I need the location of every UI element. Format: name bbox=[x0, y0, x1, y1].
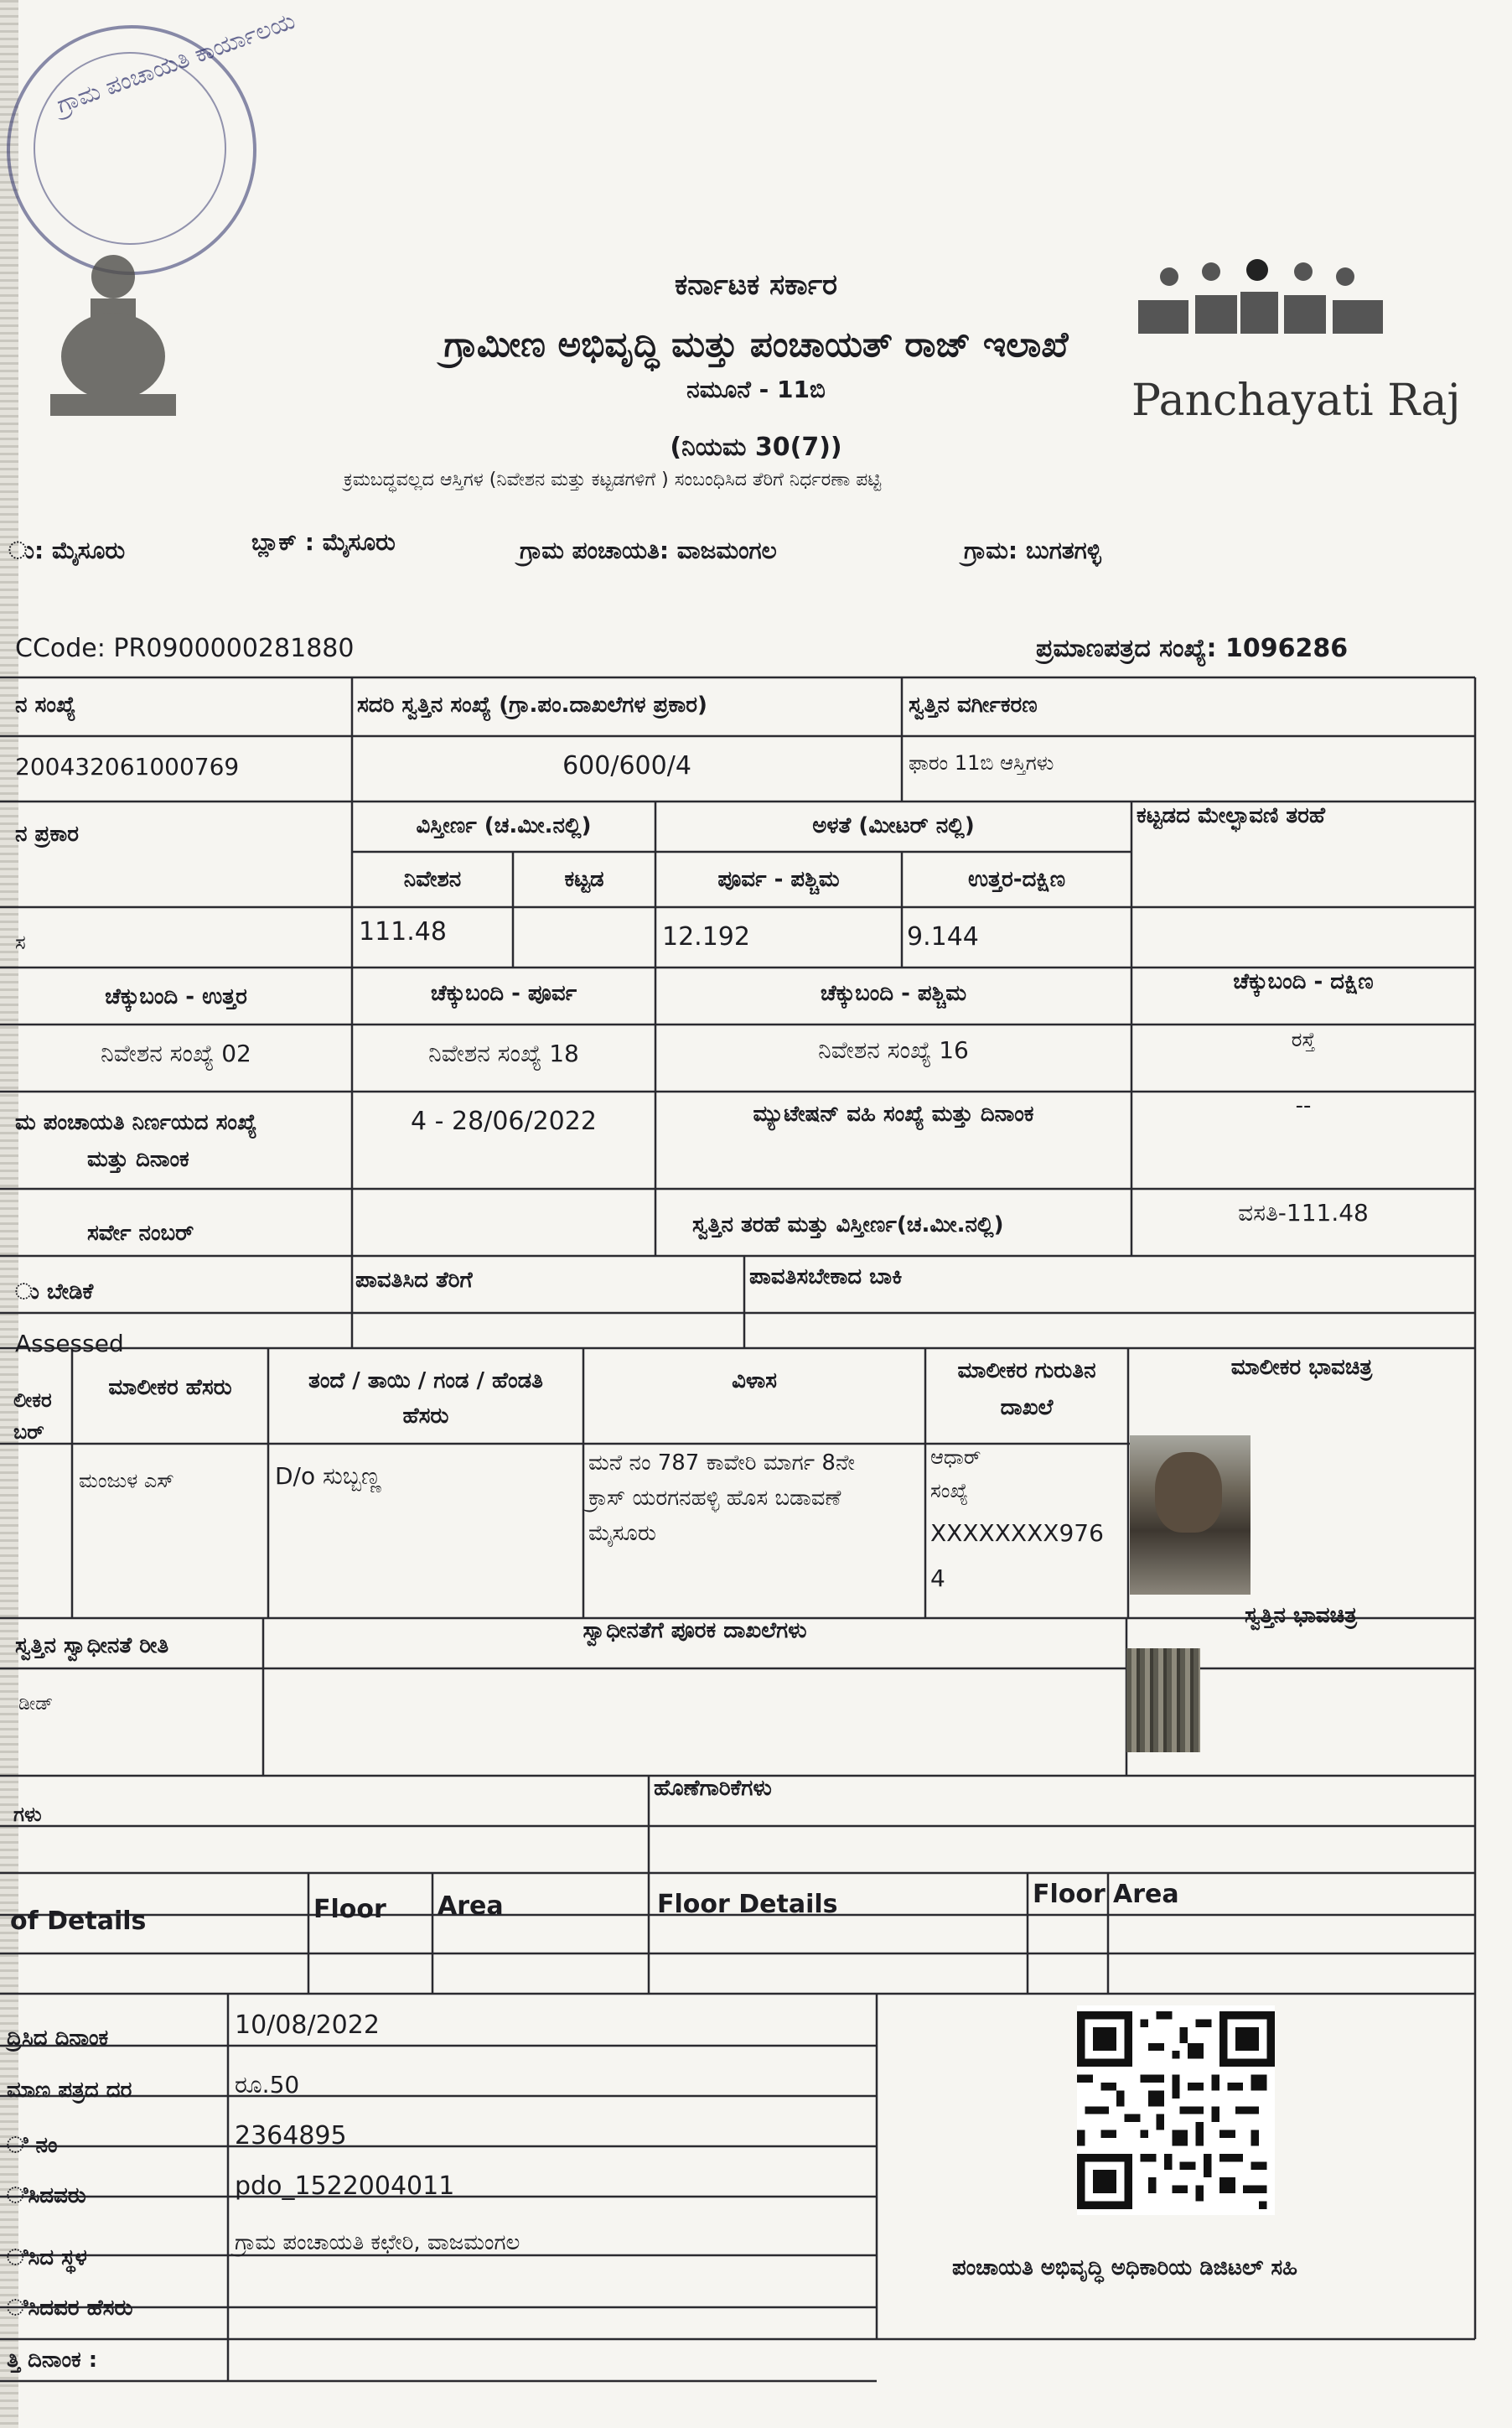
assets-label: ಗಳು bbox=[13, 1803, 42, 1826]
issue-date-label: ದ್ರಿಸಿದ ದಿನಾಂಕ bbox=[7, 2026, 109, 2051]
form-number: ನಮೂನೆ - 11ಬಿ bbox=[686, 376, 826, 403]
seal-text: ಗ್ರಾಮ ಪಂಚಾಯತಿ ಕಾರ್ಯಾಲಯ bbox=[53, 6, 299, 119]
qr-code-icon bbox=[1077, 2005, 1275, 2215]
fee-label: ಮಾಣ ಪತ್ರದ ದರ bbox=[7, 2078, 132, 2103]
floor-details-left-label: of Details bbox=[10, 1907, 147, 1936]
property-photo-label: ಸ್ವತ್ತಿನ ಭಾವಚಿತ್ರ bbox=[1245, 1603, 1357, 1628]
classification-label: ಸ್ವತ್ತಿನ ವರ್ಗೀಕರಣ bbox=[909, 693, 1038, 718]
issue-date: 10/08/2022 bbox=[235, 2010, 380, 2040]
block: ಬ್ಲಾಕ್ : ಮೈಸೂರು bbox=[251, 528, 396, 556]
form-subtitle: ಕ್ರಮಬದ್ಧವಲ್ಲದ ಆಸ್ತಿಗಳ (ನಿವೇಶನ ಮತ್ತು ಕಟ್ಟಡಗಳಿಗೆ ) ಸಂಬಂಧಿಸಿದ ತೆರಿಗೆ ನಿರ್ಧರಣಾ ಪಟ್ಟಿ bbox=[344, 470, 882, 490]
property-type-area-label: ಸ್ವತ್ತಿನ ತರಹೆ ಮತ್ತು ವಿಸ್ತೀರ್ಣ(ಚ.ಮೀ.ನಲ್ಲಿ) bbox=[692, 1212, 1004, 1237]
area-label: ವಿಸ್ತೀರ್ಣ (ಚ.ಮೀ.ನಲ್ಲಿ) bbox=[416, 813, 592, 838]
floor-left-label: Floor bbox=[313, 1895, 386, 1924]
property-id-label: ನ ಸಂಖ್ಯೆ bbox=[15, 693, 76, 718]
mutation-value: -- bbox=[1295, 1093, 1312, 1118]
east-boundary-label: ಚೆಕ್ಕುಬಂದಿ - ಪೂರ್ವ bbox=[430, 981, 577, 1006]
row-label: ಸ bbox=[15, 931, 26, 954]
resolution-label-1: ಮ ಪಂಚಾಯತಿ ನಿರ್ಣಯದ ಸಂಖ್ಯೆ bbox=[15, 1110, 257, 1135]
area-left-label: Area bbox=[438, 1891, 504, 1921]
fee: ರೂ.50 bbox=[235, 2071, 300, 2099]
size-label: ಅಳತೆ (ಮೀಟರ್ ನಲ್ಲಿ) bbox=[812, 813, 975, 838]
owner-name-label: ಮಾಲೀಕರ ಹೆಸರು bbox=[108, 1375, 232, 1400]
east-boundary: ನಿವೇಶನ ಸಂಖ್ಯೆ 18 bbox=[428, 1040, 579, 1067]
north-boundary-label: ಚೆಕ್ಕುಬಂದಿ - ಉತ್ತರ bbox=[105, 984, 247, 1009]
property-id: 200432061000769 bbox=[15, 753, 240, 781]
address-line-3: ಮೈಸೂರು bbox=[588, 1521, 656, 1546]
survey-label: ಸರ್ವೇ ನಂಬರ್ bbox=[87, 1221, 194, 1246]
receipt-label: ಿ ನಂ bbox=[7, 2133, 58, 2158]
owner-face bbox=[1155, 1452, 1222, 1533]
issuer-name-label: ಿಸಿದವರ ಹೆಸರು bbox=[7, 2296, 133, 2321]
ownership-mode: ಡೀಡ್ bbox=[18, 1694, 54, 1715]
address-label: ವಿಳಾಸ bbox=[732, 1368, 777, 1393]
issued-by: pdo_1522004011 bbox=[235, 2171, 455, 2201]
issued-by-label: ಿಸಿದವರು bbox=[7, 2183, 86, 2208]
village: ಗ್ರಾಮ: ಬುಗತಗಳ್ಳಿ bbox=[964, 537, 1101, 564]
issue-place-label: ಿಸಿದ ಸ್ಥಳ bbox=[7, 2245, 87, 2270]
parent-name-label-2: ಹೆಸರು bbox=[402, 1403, 449, 1429]
certificate-number: ಪ್ರಮಾಣಪತ್ರದ ಸಂಖ್ಯೆ: 1096286 bbox=[1036, 634, 1349, 663]
west-boundary-label: ಚೆಕ್ಕುಬಂದಿ - ಪಶ್ಚಿಮ bbox=[820, 981, 967, 1006]
owner-id-number: XXXXXXXX976 bbox=[930, 1519, 1104, 1547]
panchayat: ಗ್ರಾಮ ಪಂಚಾಯತಿ: ವಾಜಮಂಗಲ bbox=[520, 537, 777, 564]
receipt-number: 2364895 bbox=[235, 2121, 347, 2150]
site-area: 111.48 bbox=[359, 917, 447, 947]
paid-tax-label: ಪಾವತಿಸಿದ ತೆರಿಗೆ bbox=[355, 1268, 473, 1293]
floor-right-label: Floor bbox=[1033, 1880, 1106, 1909]
dsc-date-label: ತ್ತಿ ದಿನಾಂಕ : bbox=[7, 2348, 98, 2373]
address-line-1: ಮನೆ ನಂ 787 ಕಾವೇರಿ ಮಾರ್ಗ 8ನೇ bbox=[588, 1450, 855, 1476]
west-boundary: ನಿವೇಶನ ಸಂಖ್ಯೆ 16 bbox=[818, 1036, 969, 1064]
district: ು: ಮೈಸೂರು bbox=[8, 537, 126, 564]
dept-title: ಗ್ರಾಮೀಣ ಅಭಿವೃದ್ಧಿ ಮತ್ತು ಪಂಚಾಯತ್ ರಾಜ್ ಇಲಾಖೆ bbox=[443, 324, 1069, 365]
south-boundary: ರಸ್ತೆ bbox=[1291, 1028, 1316, 1051]
owner-id-type: ಆಧಾರ್ bbox=[930, 1445, 981, 1469]
north-boundary: ನಿವೇಶನ ಸಂಖ್ಯೆ 02 bbox=[101, 1040, 251, 1067]
resolution-label-2: ಮತ್ತು ದಿನಾಂಕ bbox=[87, 1147, 189, 1172]
owner-number-label-1: ಲೀಕರ bbox=[13, 1388, 52, 1412]
east-west-value: 12.192 bbox=[662, 922, 750, 952]
ownership-mode-label: ಸ್ವತ್ತಿನ ಸ್ವಾಧೀನತೆ ರೀತಿ bbox=[15, 1633, 169, 1658]
tax-demand-label: ು ಬೇಡಿಕೆ bbox=[15, 1279, 94, 1305]
owner-id-label-1: ಮಾಲೀಕರ ಗುರುತಿನ bbox=[957, 1358, 1096, 1383]
area-right-label: Area bbox=[1113, 1880, 1179, 1909]
property-type-area: ವಸತಿ-111.48 bbox=[1238, 1199, 1369, 1227]
owner-photo-label: ಮಾಲೀಕರ ಭಾವಚಿತ್ರ bbox=[1230, 1355, 1373, 1380]
sadari-label: ಸದರಿ ಸ್ವತ್ತಿನ ಸಂಖ್ಯೆ (ಗ್ರಾ.ಪಂ.ದಾಖಲೆಗಳ ಪ್ರಕಾರ) bbox=[357, 693, 707, 718]
floor-details-right-label: Floor Details bbox=[657, 1890, 838, 1919]
parent-name-label-1: ತಂದೆ / ತಾಯಿ / ಗಂಡ / ಹೆಂಡತಿ bbox=[308, 1368, 543, 1393]
north-south-value: 9.144 bbox=[907, 922, 979, 952]
south-boundary-label: ಚೆಕ್ಕುಬಂದಿ - ದಕ್ಷಿಣ bbox=[1233, 969, 1374, 994]
owner-id-kind: ಸಂಖ್ಯೆ bbox=[930, 1479, 969, 1502]
roof-label: ಕಟ್ಟಡದ ಮೇಲ್ಛಾವಣಿ ತರಹೆ bbox=[1137, 803, 1325, 828]
balance-label: ಪಾವತಿಸಬೇಕಾದ ಬಾಕಿ bbox=[749, 1264, 903, 1289]
north-south-label: ಉತ್ತರ-ದಕ್ಷಿಣ bbox=[967, 867, 1066, 892]
address-line-2: ಕ್ರಾಸ್ ಯರಗನಹಳ್ಳಿ ಹೊಸ ಬಡಾವಣೆ bbox=[588, 1486, 841, 1511]
owner-id-number-end: 4 bbox=[930, 1564, 945, 1592]
logo-title: Panchayati Raj bbox=[1131, 376, 1461, 426]
ownership-docs-label: ಸ್ವಾಧೀನತೆಗೆ ಪೂರಕ ದಾಖಲೆಗಳು bbox=[583, 1618, 807, 1643]
site-label: ನಿವೇಶನ bbox=[403, 867, 462, 892]
ccode: CCode: PR0900000281880 bbox=[15, 634, 355, 663]
parent-name: D/o ಸುಬ್ಬಣ್ಣ bbox=[275, 1462, 381, 1490]
classification-value: ಫಾರಂ 11ಬಿ ಆಸ್ತಿಗಳು bbox=[909, 751, 1054, 775]
owner-name: ಮಂಜುಳ ಎಸ್ bbox=[79, 1469, 174, 1492]
sadari-value: 600/600/4 bbox=[562, 751, 691, 781]
building-label: ಕಟ್ಟಡ bbox=[564, 867, 604, 892]
liabilities-label: ಹೊಣೆಗಾರಿಕೆಗಳು bbox=[654, 1776, 772, 1801]
govt-title: ಕರ್ನಾಟಕ ಸರ್ಕಾರ bbox=[674, 268, 838, 302]
assessed-label: Assessed bbox=[15, 1330, 124, 1357]
property-type-label: ನ ಪ್ರಕಾರ bbox=[15, 822, 79, 847]
digital-signature-label: ಪಂಚಾಯತಿ ಅಭಿವೃದ್ಧಿ ಅಧಿಕಾರಿಯ ಡಿಜಿಟಲ್ ಸಹಿ bbox=[952, 2255, 1298, 2280]
property-photo bbox=[1126, 1648, 1200, 1752]
resolution-value: 4 - 28/06/2022 bbox=[411, 1107, 597, 1136]
owner-number-label-2: ಬರ್ bbox=[13, 1420, 44, 1444]
east-west-label: ಪೂರ್ವ - ಪಶ್ಚಿಮ bbox=[717, 867, 840, 892]
mutation-label: ಮ್ಯುಟೇಷನ್ ವಹಿ ಸಂಖ್ಯೆ ಮತ್ತು ದಿನಾಂಕ bbox=[753, 1102, 1034, 1127]
owner-id-label-2: ದಾಖಲೆ bbox=[1000, 1395, 1054, 1420]
rule-number: (ನಿಯಮ 30(7)) bbox=[670, 433, 842, 462]
issue-place: ಗ್ರಾಮ ಪಂಚಾಯತಿ ಕಛೇರಿ, ವಾಜಮಂಗಲ bbox=[235, 2230, 520, 2255]
qr-code bbox=[1077, 2005, 1275, 2215]
